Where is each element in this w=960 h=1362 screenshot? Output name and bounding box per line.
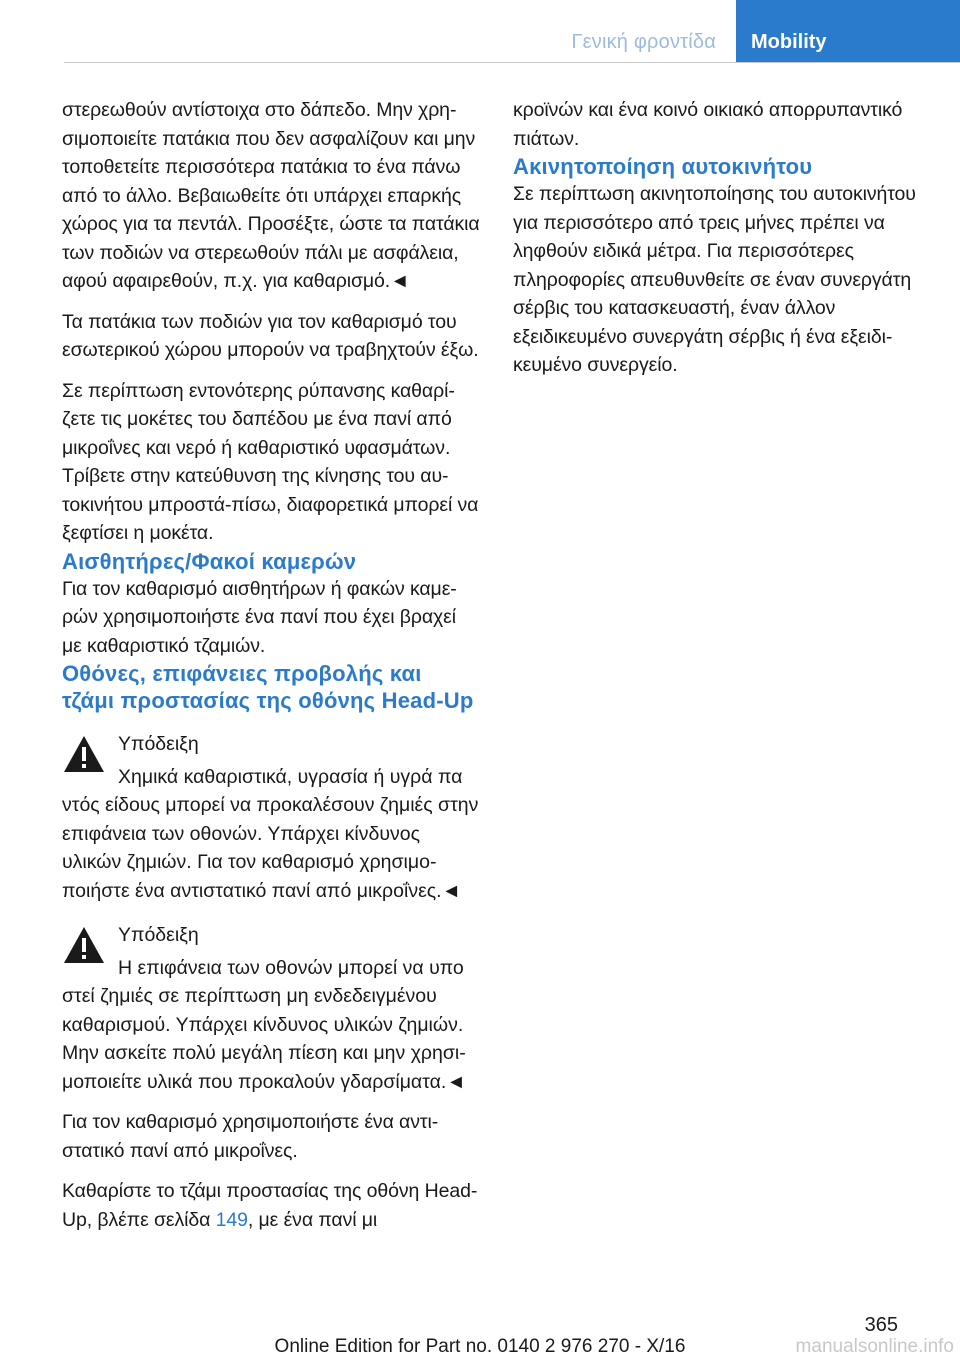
footer-edition: Online Edition for Part no. 0140 2 976 270 - X/16 [274, 1336, 686, 1357]
page-number: 365 [864, 1314, 898, 1336]
paragraph-floor-mats-removal: Τα πατάκια των ποδιών για τον καθαρισμό του εσωτερικού χώρου μπορούν να τραβηχτούν έξω. [62, 310, 479, 361]
note-2-text: στεί ζημιές σε περίπτωση μη ενδεδειγμένου καθαρισμού. Υπάρχει κίνδυνος υλικών ζημιών. Μην ασκείτε πολύ μεγάλη πίεση και μην χρησιμοποιείτε υλικά που προκαλούν γδαρσίματα.◄ [62, 985, 466, 1093]
paragraph-hud-glass [62, 1177, 480, 1234]
warning-icon [62, 734, 106, 774]
paragraph-immobilisation: Σε περίπτωση ακινητοποίησης του αυτοκινήτου για περισσότερο από τρεις μήνες πρέπει να ληφθούν ειδικά μέτρα. Για περισσότερες πληροφορίες απευθυνθείτε σε έναν συνεργάτη σέρβις του κατασκευαστή, έναν άλλον εξειδικευμένο συνεργάτη σέρβις ή ένα εξειδικευμένο συνεργείο. [513, 183, 916, 376]
right-column [513, 96, 931, 380]
watermark: manualsonline.info [795, 1336, 954, 1357]
warning-icon [62, 925, 106, 965]
hud-text-before: Καθαρίστε το τζάμι προστασίας της οθόνη Head-Up, βλέπε σελίδα [62, 1180, 478, 1231]
left-column [62, 96, 480, 1234]
note-1-title: Υπόδειξη [118, 733, 199, 755]
paragraph-detergent: κροϊνών και ένα κοινό οικιακό απορρυπαντικό πιάτων. [513, 99, 903, 150]
paragraph-floor-mats-safety: στερεωθούν αντίστοιχα στο δάπεδο. Μην χρησιμοποιείτε πατάκια που δεν ασφαλίζουν και μην τοποθετείτε περισσότερα πατάκια το ένα πάνω από το άλλο. Βεβαιωθείτε ότι υπάρχει επαρκής χώρος για τα πεντάλ. Προσέξτε, ώστε τα πατάκια των ποδιών να στερεωθούν πάλι με ασφάλεια, αφού αφαιρεθούν, π.χ. για καθαρισμό.◄ [62, 99, 480, 292]
tab-mobility[interactable]: Mobility [736, 0, 960, 62]
heading-screens-hud: Οθόνες, επιφάνειες προβολής και τζάμι προστασίας της οθόνης Head-Up [62, 661, 474, 713]
paragraph-carpet-cleaning: Σε περίπτωση εντονότερης ρύπανσης καθαρίζετε τις μοκέτες του δαπέδου με ένα πανί από μικροΐνες και νερό ή καθαριστικό υφασμάτων. Τρίβετε στην κατεύθυνση της κίνησης του αυτοκινήτου μπροστά-πίσω, διαφορετικά μπορεί να ξεφτίσει η μοκέτα. [62, 379, 479, 544]
header-divider [64, 62, 960, 63]
heading-immobilisation: Ακινητοποίηση αυτοκινήτου [513, 154, 813, 179]
page-header [571, 0, 960, 62]
hud-text-after: , με ένα πανί μι [247, 1208, 378, 1231]
tab-general-care[interactable]: Γενική φροντίδα [571, 31, 716, 53]
note-2-title: Υπόδειξη [118, 924, 199, 946]
page-link-149[interactable]: 149 [215, 1208, 248, 1231]
heading-sensors-cameras: Αισθητήρες/Φακοί καμερών [62, 548, 357, 574]
note-block-1 [62, 730, 480, 905]
note-2-first-line: Η επιφάνεια των οθονών μπορεί να υπο [118, 956, 464, 979]
note-block-2 [62, 921, 480, 1096]
note-1-text: ντός είδους μπορεί να προκαλέσουν ζημιές στην επιφάνεια των οθονών. Υπάρχει κίνδυνος υλικών ζημιών. Για τον καθαρισμό χρησιμοποιήστε ένα αντιστατικό πανί από μικροΐνες.◄ [62, 794, 479, 902]
paragraph-sensors-cleaning: Για τον καθαρισμό αισθητήρων ή φακών καμερών χρησιμοποιήστε ένα πανί που έχει βραχεί με καθαριστικό τζαμιών. [62, 577, 457, 657]
paragraph-antistatic-cloth: Για τον καθαρισμό χρησιμοποιήστε ένα αντιστατικό πανί από μικροΐνες. [62, 1111, 439, 1162]
note-1-first-line: Χημικά καθαριστικά, υγρασία ή υγρά πα [118, 765, 463, 788]
